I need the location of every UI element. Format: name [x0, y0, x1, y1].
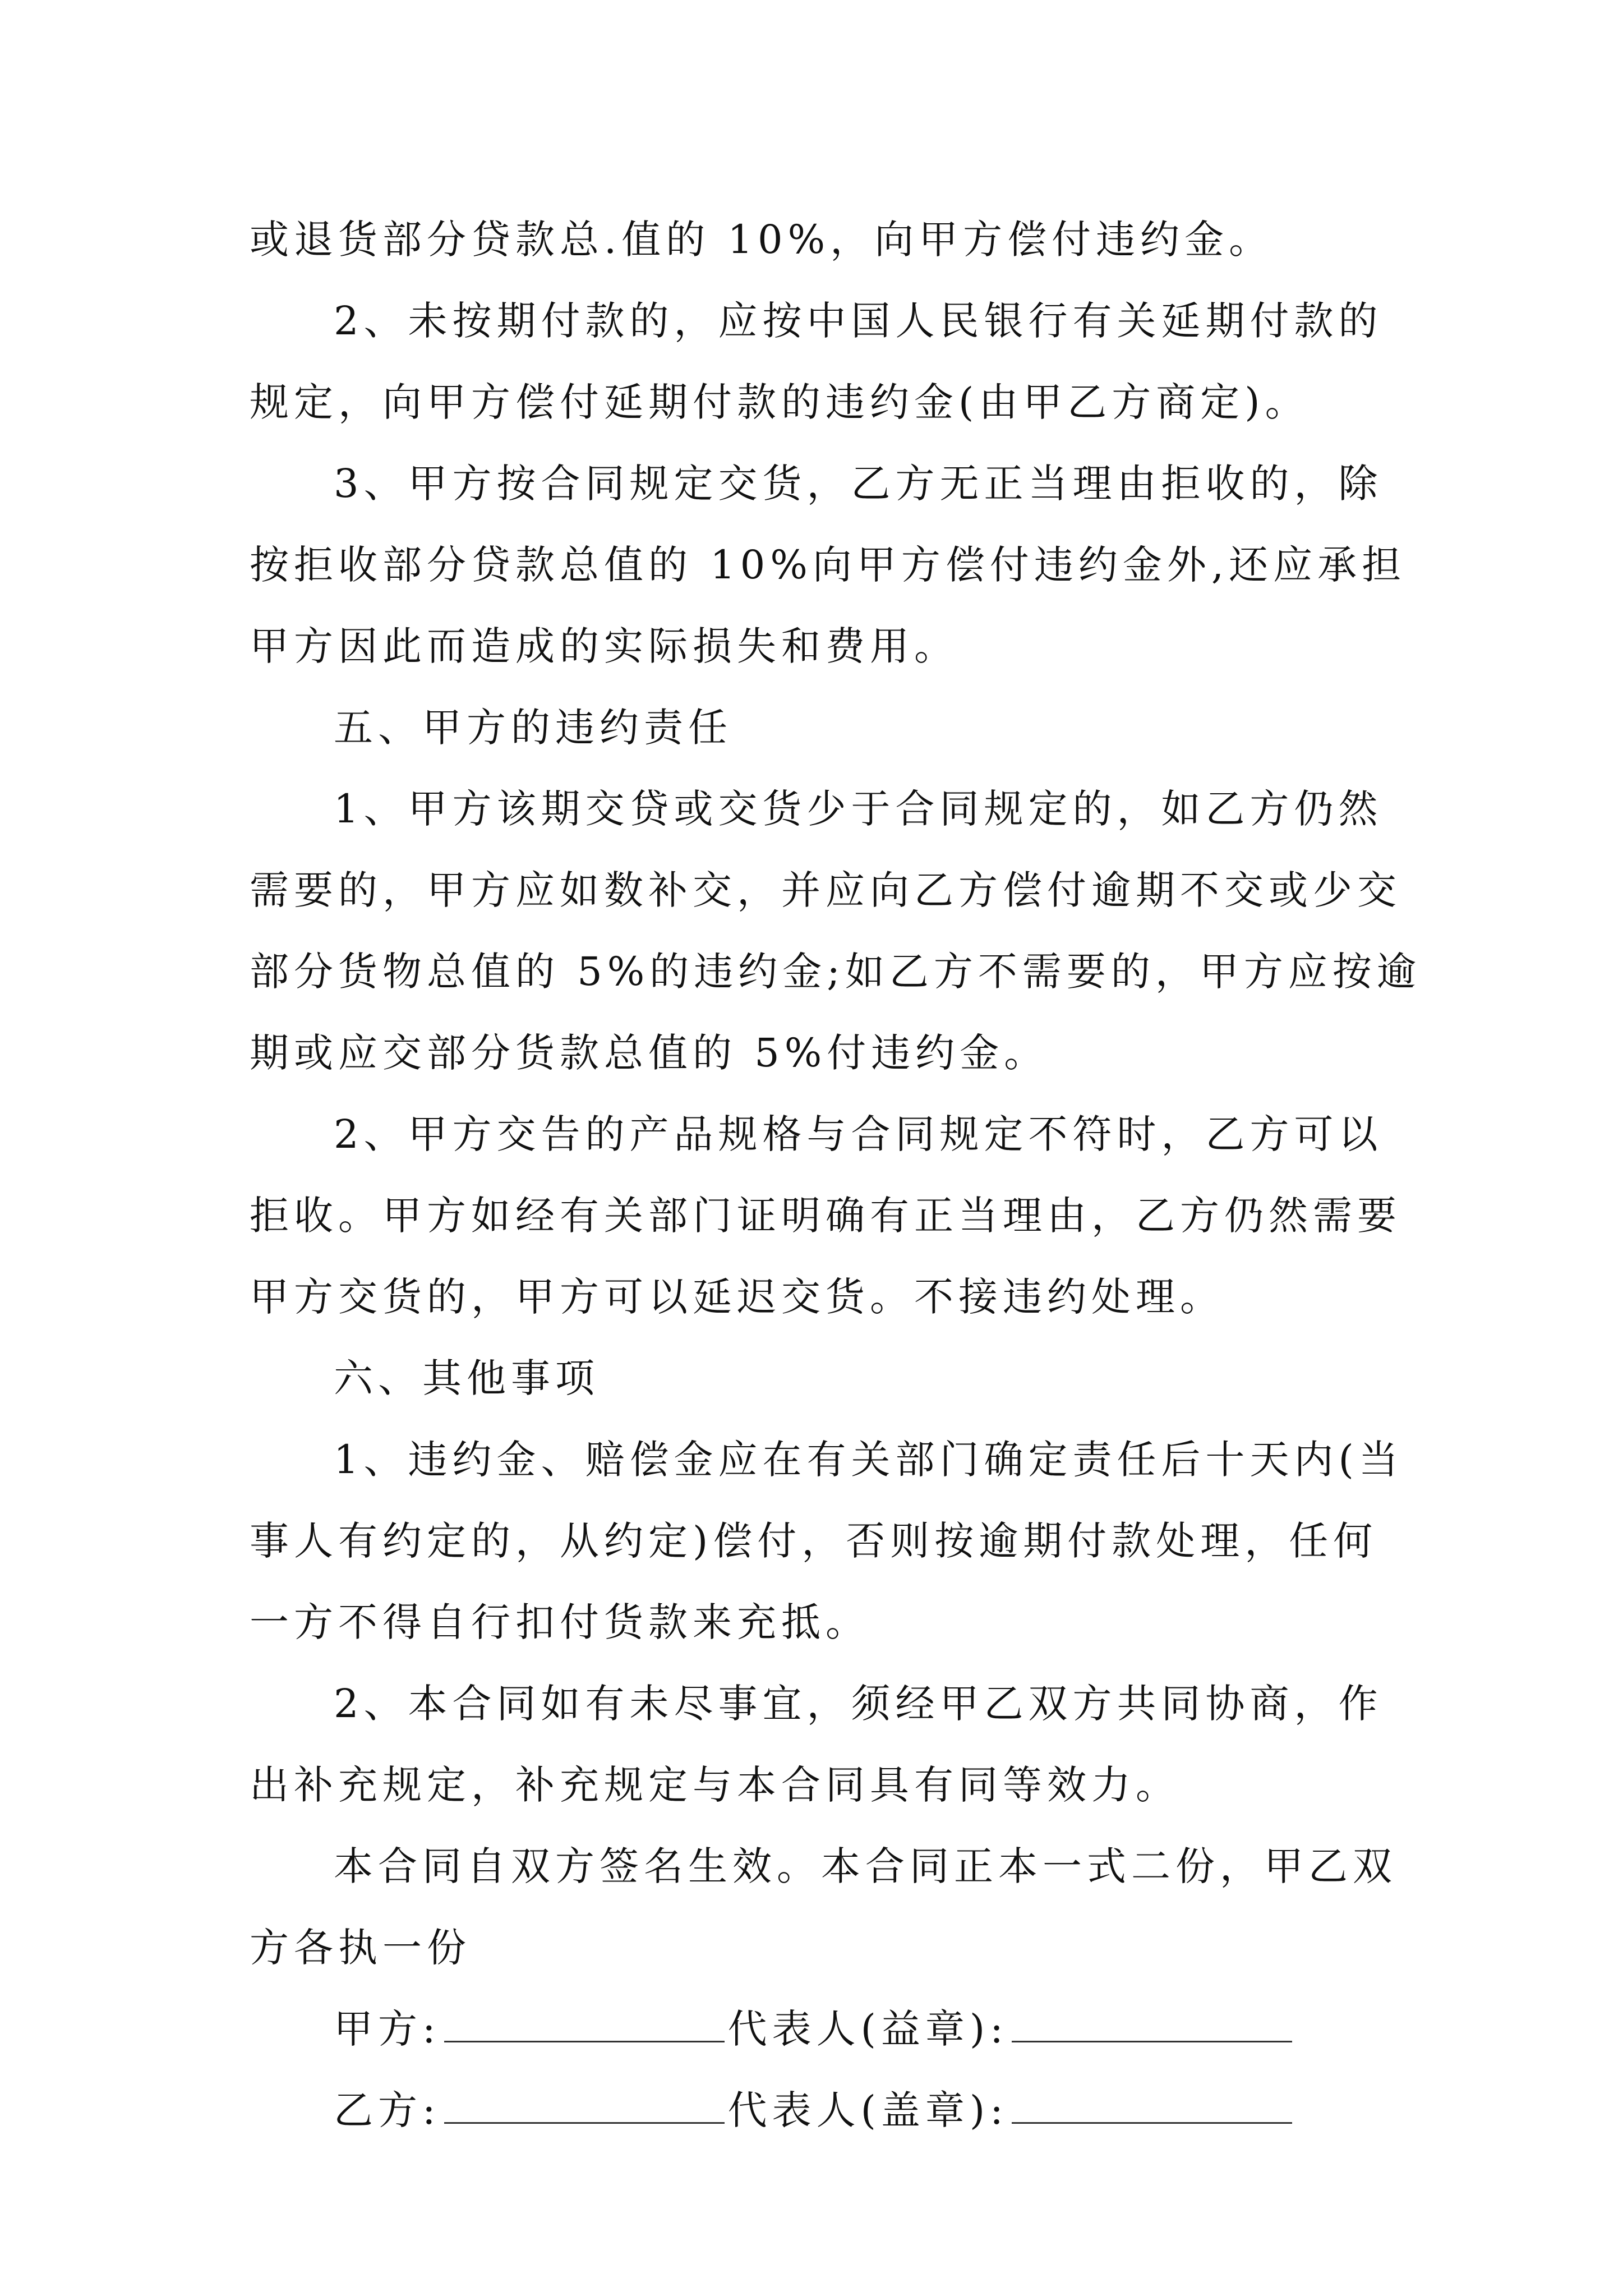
party-b-blank[interactable]: [444, 2088, 725, 2124]
text-line: 本合同自双方签名生效。本合同正本一式二份，甲乙双: [334, 1843, 1397, 1889]
party-b-rep-blank[interactable]: [1012, 2088, 1292, 2124]
signature-row-party-a: [250, 1989, 1394, 2070]
text-line: 1、违约金、赔偿金应在有关部门确定责任后十天内(当: [334, 1437, 1403, 1483]
text-line: 需要的，甲方应如数补交，并应向乙方偿付逾期不交或少交: [250, 867, 1401, 913]
text-line: 3、甲方按合同规定交货，乙方无正当理由拒收的，除: [334, 461, 1383, 507]
text-line: 事人有约定的，从约定)偿付，否则按逾期付款处理，任何: [250, 1518, 1378, 1564]
text-line: 出补充规定，补充规定与本合同具有同等效力。: [250, 1762, 1180, 1808]
party-a-rep-label: 代表人(益章):: [727, 2006, 1008, 2052]
party-a-label: 甲方:: [334, 2006, 441, 2052]
party-a-blank[interactable]: [444, 2007, 725, 2042]
text-line: 或退货部分贷款总.值的 10%，向甲方偿付违约金。: [250, 217, 1274, 263]
section-heading: 五、甲方的违约责任: [334, 705, 732, 751]
text-line: 按拒收部分贷款总值的 10%向甲方偿付违约金外,还应承担: [250, 542, 1407, 588]
text-line: 2、未按期付款的，应按中国人民银行有关延期付款的: [334, 298, 1383, 344]
text-line: 部分货物总值的 5%的违约金;如乙方不需要的，甲方应按逾: [250, 949, 1421, 995]
text-line: 甲方交货的，甲方可以延迟交货。不接违约处理。: [250, 1274, 1224, 1320]
text-line: 甲方因此而造成的实际损失和费用。: [250, 623, 958, 669]
text-line: 1、甲方该期交贷或交货少于合同规定的，如乙方仍然: [334, 786, 1383, 832]
text-line: 2、甲方交告的产品规格与合同规定不符时，乙方可以: [334, 1111, 1383, 1157]
text-line: 方各执一份: [250, 1925, 471, 1971]
text-line: 2、本合同如有未尽事宜，须经甲乙双方共同协商，作: [334, 1681, 1383, 1727]
text-line: 一方不得自行扣付货款来充抵。: [250, 1599, 870, 1645]
signature-row-party-b: [250, 2070, 1394, 2151]
text-line: 规定，向甲方偿付延期付款的违约金(由甲乙方商定)。: [250, 379, 1310, 425]
section-heading: 六、其他事项: [334, 1355, 600, 1401]
party-b-label: 乙方:: [334, 2087, 441, 2133]
text-line: 期或应交部分货款总值的 5%付违约金。: [250, 1030, 1049, 1076]
document-page: [250, 199, 1421, 2151]
party-a-rep-blank[interactable]: [1012, 2007, 1292, 2042]
party-b-rep-label: 代表人(盖章):: [727, 2087, 1008, 2133]
text-line: 拒收。甲方如经有关部门证明确有正当理由，乙方仍然需要: [250, 1193, 1401, 1239]
